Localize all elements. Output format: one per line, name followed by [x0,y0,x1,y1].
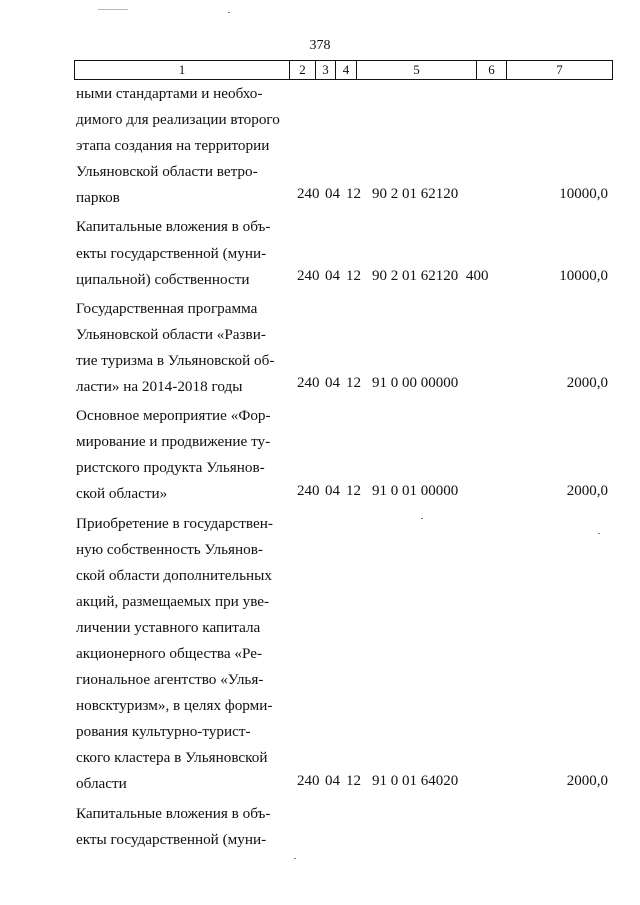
table-row [0,400,640,507]
table-row [0,798,640,853]
table-row [0,78,640,211]
subsection-code: 12 [346,186,361,203]
row-description: Государственная программа Ульяновской области «Разви- тие туризма в Ульяновской об- ласти» на 2014-2018 годы [76,299,275,396]
column-header-2: 2 [290,61,316,80]
column-header-1: 1 [75,61,290,80]
scan-speck [294,858,296,859]
amount: 2000,0 [566,772,608,789]
column-header-row [74,60,613,80]
ministry-code: 240 [297,186,320,203]
target-article-code: 91 0 00 00000 [372,375,459,392]
table-row [0,211,640,292]
ministry-code: 240 [297,772,320,789]
table-row [0,293,640,400]
scan-speck [98,9,128,10]
subsection-code: 12 [346,482,361,499]
budget-table-body [0,78,640,853]
table-row [0,508,640,798]
target-article-code: 90 2 01 62120 [372,267,459,284]
section-code: 04 [325,186,340,203]
target-article-code: 90 2 01 62120 [372,186,459,203]
ministry-code: 240 [297,267,320,284]
column-header-5: 5 [357,61,477,80]
amount: 10000,0 [559,186,608,203]
column-header-7: 7 [507,61,613,80]
row-description: Капитальные вложения в объ- екты государственной (муни- ципальной) собственности [76,218,271,288]
section-code: 04 [325,482,340,499]
column-header-6: 6 [477,61,507,80]
column-header-4: 4 [336,61,357,80]
expense-type-code: 400 [466,267,489,284]
page-number: 378 [309,38,331,53]
row-description: Приобретение в государствен- ную собственность Ульянов- ской области дополнительных акций, размещаемых при уве- личении уставного капитала акционерного общества «Ре- гиональное агентство «Улья- новсктуризм», в целях форми- рования культурно-турист- ского кластера в Ульяновской области [76,514,273,793]
scan-speck [598,533,600,534]
row-description: Капитальные вложения в объ- екты государственной (муни- [76,804,271,848]
section-code: 04 [325,375,340,392]
section-code: 04 [325,772,340,789]
scan-speck [228,12,230,13]
row-description: ными стандартами и необхо- димого для реализации второго этапа создания на территории Ульяновской области ветро- парков [76,85,280,207]
target-article-code: 91 0 01 64020 [372,772,459,789]
ministry-code: 240 [297,482,320,499]
subsection-code: 12 [346,772,361,789]
amount: 10000,0 [559,267,608,284]
column-header-3: 3 [316,61,336,80]
amount: 2000,0 [566,482,608,499]
amount: 2000,0 [566,375,608,392]
section-code: 04 [325,267,340,284]
row-description: Основное мероприятие «Фор- мирование и продвижение ту- ристского продукта Ульянов- ской области» [76,407,271,503]
ministry-code: 240 [297,375,320,392]
subsection-code: 12 [346,375,361,392]
scan-speck [421,518,423,519]
subsection-code: 12 [346,267,361,284]
target-article-code: 91 0 01 00000 [372,482,459,499]
